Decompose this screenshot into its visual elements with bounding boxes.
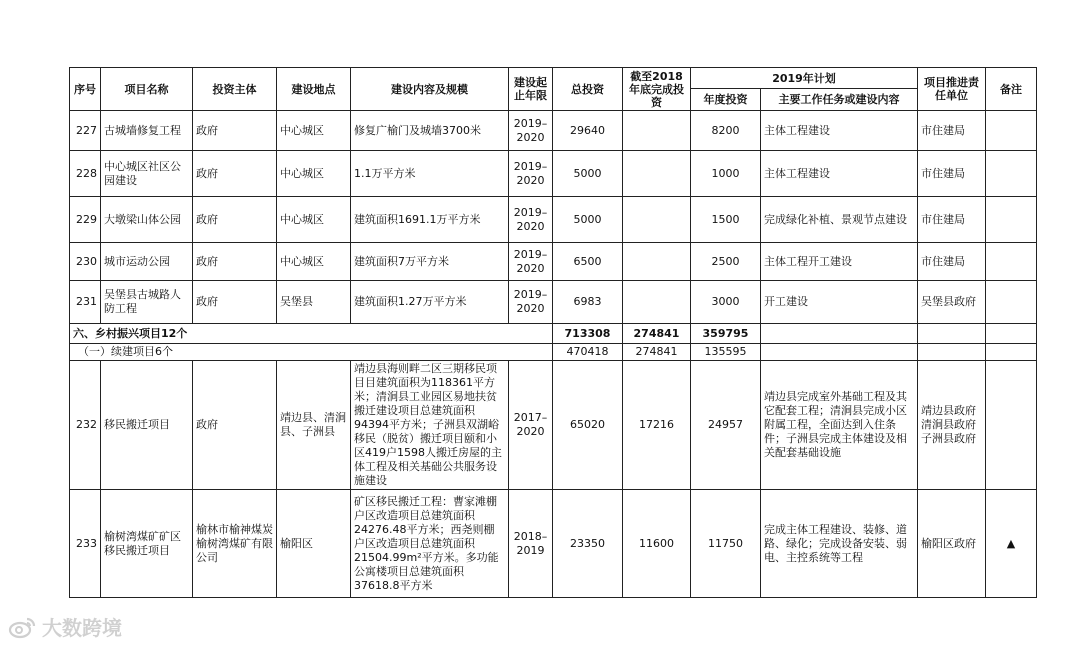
subsection-total: 470418 [553, 344, 623, 361]
cell-total: 5000 [553, 151, 623, 197]
cell-total: 6983 [553, 281, 623, 324]
subsection-tasks-empty [761, 344, 918, 361]
subsection-label: （一）续建项目6个 [70, 344, 553, 361]
subsection-row [70, 344, 1037, 361]
section-row [70, 324, 1037, 344]
header-investor: 投资主体 [193, 68, 277, 111]
cell-name: 榆树湾煤矿矿区移民搬迁项目 [101, 490, 193, 598]
cell-seq: 233 [70, 490, 101, 598]
table-row [70, 151, 1037, 197]
cell-period: 2019– 2020 [509, 197, 553, 243]
section-annual: 359795 [691, 324, 761, 344]
cell-unit: 市住建局 [918, 151, 986, 197]
header-unit: 项目推进责任单位 [918, 68, 986, 111]
cell-seq: 227 [70, 111, 101, 151]
cell-annual: 24957 [691, 361, 761, 490]
cell-done2018: 17216 [623, 361, 691, 490]
cell-tasks: 主体工程建设 [761, 111, 918, 151]
header-total: 总投资 [553, 68, 623, 111]
cell-remark [986, 151, 1037, 197]
cell-remark: ▲ [986, 490, 1037, 598]
cell-content: 修复广榆门及城墙3700米 [351, 111, 509, 151]
cell-period: 2019– 2020 [509, 243, 553, 281]
cell-done2018 [623, 197, 691, 243]
section-tasks-empty [761, 324, 918, 344]
cell-done2018 [623, 281, 691, 324]
header-remark: 备注 [986, 68, 1037, 111]
cell-period: 2019– 2020 [509, 151, 553, 197]
header-content: 建设内容及规模 [351, 68, 509, 111]
cell-total: 5000 [553, 197, 623, 243]
cell-investor: 政府 [193, 243, 277, 281]
table-row [70, 281, 1037, 324]
cell-location: 吴堡县 [277, 281, 351, 324]
cell-seq: 228 [70, 151, 101, 197]
cell-location: 中心城区 [277, 151, 351, 197]
cell-investor: 政府 [193, 151, 277, 197]
table-row [70, 197, 1037, 243]
cell-remark [986, 111, 1037, 151]
table-row [70, 111, 1037, 151]
cell-annual: 1000 [691, 151, 761, 197]
section-remark-empty [986, 324, 1037, 344]
cell-content: 1.1万平方米 [351, 151, 509, 197]
cell-remark [986, 243, 1037, 281]
cell-unit: 市住建局 [918, 197, 986, 243]
table-row [70, 361, 1037, 490]
cell-name: 古城墙修复工程 [101, 111, 193, 151]
header-annual: 年度投资 [691, 89, 761, 111]
header-location: 建设地点 [277, 68, 351, 111]
cell-content: 靖边县海则畔二区三期移民项目目建筑面积为118361平方米；清涧县工业园区易地扶贫搬迁建设项目总建筑面积94394平方米；子洲县双湖峪移民（脱贫）搬迁项目颐和小区419户1598人搬迁房屋的主体工程及相关基础公共服务设施建设 [351, 361, 509, 490]
cell-unit: 市住建局 [918, 243, 986, 281]
weibo-logo-icon [8, 615, 38, 639]
cell-remark [986, 197, 1037, 243]
cell-total: 6500 [553, 243, 623, 281]
cell-done2018 [623, 243, 691, 281]
header-tasks: 主要工作任务或建设内容 [761, 89, 918, 111]
section-total: 713308 [553, 324, 623, 344]
cell-seq: 232 [70, 361, 101, 490]
cell-name: 吴堡县古城路人防工程 [101, 281, 193, 324]
cell-name: 城市运动公园 [101, 243, 193, 281]
cell-investor: 政府 [193, 111, 277, 151]
cell-content: 建筑面积7万平方米 [351, 243, 509, 281]
cell-remark [986, 281, 1037, 324]
header-name: 项目名称 [101, 68, 193, 111]
cell-annual: 11750 [691, 490, 761, 598]
cell-total: 65020 [553, 361, 623, 490]
cell-location: 中心城区 [277, 197, 351, 243]
header-seq: 序号 [70, 68, 101, 111]
cell-total: 23350 [553, 490, 623, 598]
cell-unit: 靖边县政府 清涧县政府 子洲县政府 [918, 361, 986, 490]
table-row [70, 490, 1037, 598]
cell-location: 榆阳区 [277, 490, 351, 598]
cell-seq: 231 [70, 281, 101, 324]
cell-investor: 政府 [193, 197, 277, 243]
header-done2018: 截至2018年底完成投资 [623, 68, 691, 111]
cell-name: 大墩梁山体公园 [101, 197, 193, 243]
section-label: 六、乡村振兴项目12个 [70, 324, 553, 344]
cell-content: 建筑面积1691.1万平方米 [351, 197, 509, 243]
section-unit-empty [918, 324, 986, 344]
section-done2018: 274841 [623, 324, 691, 344]
cell-total: 29640 [553, 111, 623, 151]
cell-investor: 政府 [193, 281, 277, 324]
cell-period: 2019– 2020 [509, 111, 553, 151]
cell-tasks: 完成主体工程建设、装修、道路、绿化；完成设备安装、弱电、主控系统等工程 [761, 490, 918, 598]
cell-annual: 3000 [691, 281, 761, 324]
cell-unit: 吴堡县政府 [918, 281, 986, 324]
investment-plan-table [69, 67, 1037, 598]
cell-period: 2019– 2020 [509, 281, 553, 324]
cell-location: 靖边县、清涧县、子洲县 [277, 361, 351, 490]
cell-content: 矿区移民搬迁工程：曹家滩棚户区改造项目总建筑面积24276.48平方米；西尧则棚户区改造项目总建筑面积21504.99m²平方米。多功能公寓楼项目总建筑面积37618.8平方米 [351, 490, 509, 598]
cell-done2018: 11600 [623, 490, 691, 598]
cell-tasks: 靖边县完成室外基础工程及其它配套工程；清涧县完成小区附属工程，全面达到入住条件；子洲县完成主体建设及相关配套基础设施 [761, 361, 918, 490]
cell-name: 中心城区社区公园建设 [101, 151, 193, 197]
table-row [70, 243, 1037, 281]
subsection-remark-empty [986, 344, 1037, 361]
watermark [8, 612, 122, 641]
cell-seq: 230 [70, 243, 101, 281]
cell-done2018 [623, 151, 691, 197]
cell-tasks: 完成绿化补植、景观节点建设 [761, 197, 918, 243]
cell-location: 中心城区 [277, 243, 351, 281]
cell-unit: 榆阳区政府 [918, 490, 986, 598]
cell-annual: 1500 [691, 197, 761, 243]
cell-investor: 榆林市榆神煤炭榆树湾煤矿有限公司 [193, 490, 277, 598]
cell-period: 2017– 2020 [509, 361, 553, 490]
cell-annual: 2500 [691, 243, 761, 281]
cell-remark [986, 361, 1037, 490]
cell-investor: 政府 [193, 361, 277, 490]
cell-tasks: 主体工程开工建设 [761, 243, 918, 281]
cell-name: 移民搬迁项目 [101, 361, 193, 490]
header-period: 建设起止年限 [509, 68, 553, 111]
cell-content: 建筑面积1.27万平方米 [351, 281, 509, 324]
cell-done2018 [623, 111, 691, 151]
cell-tasks: 主体工程建设 [761, 151, 918, 197]
cell-seq: 229 [70, 197, 101, 243]
cell-unit: 市住建局 [918, 111, 986, 151]
subsection-done2018: 274841 [623, 344, 691, 361]
cell-location: 中心城区 [277, 111, 351, 151]
cell-tasks: 开工建设 [761, 281, 918, 324]
subsection-unit-empty [918, 344, 986, 361]
header-plan2019: 2019年计划 [691, 68, 918, 89]
header-row [70, 68, 1037, 89]
watermark-text: 大数跨境 [42, 616, 122, 640]
cell-annual: 8200 [691, 111, 761, 151]
subsection-annual: 135595 [691, 344, 761, 361]
cell-period: 2018– 2019 [509, 490, 553, 598]
